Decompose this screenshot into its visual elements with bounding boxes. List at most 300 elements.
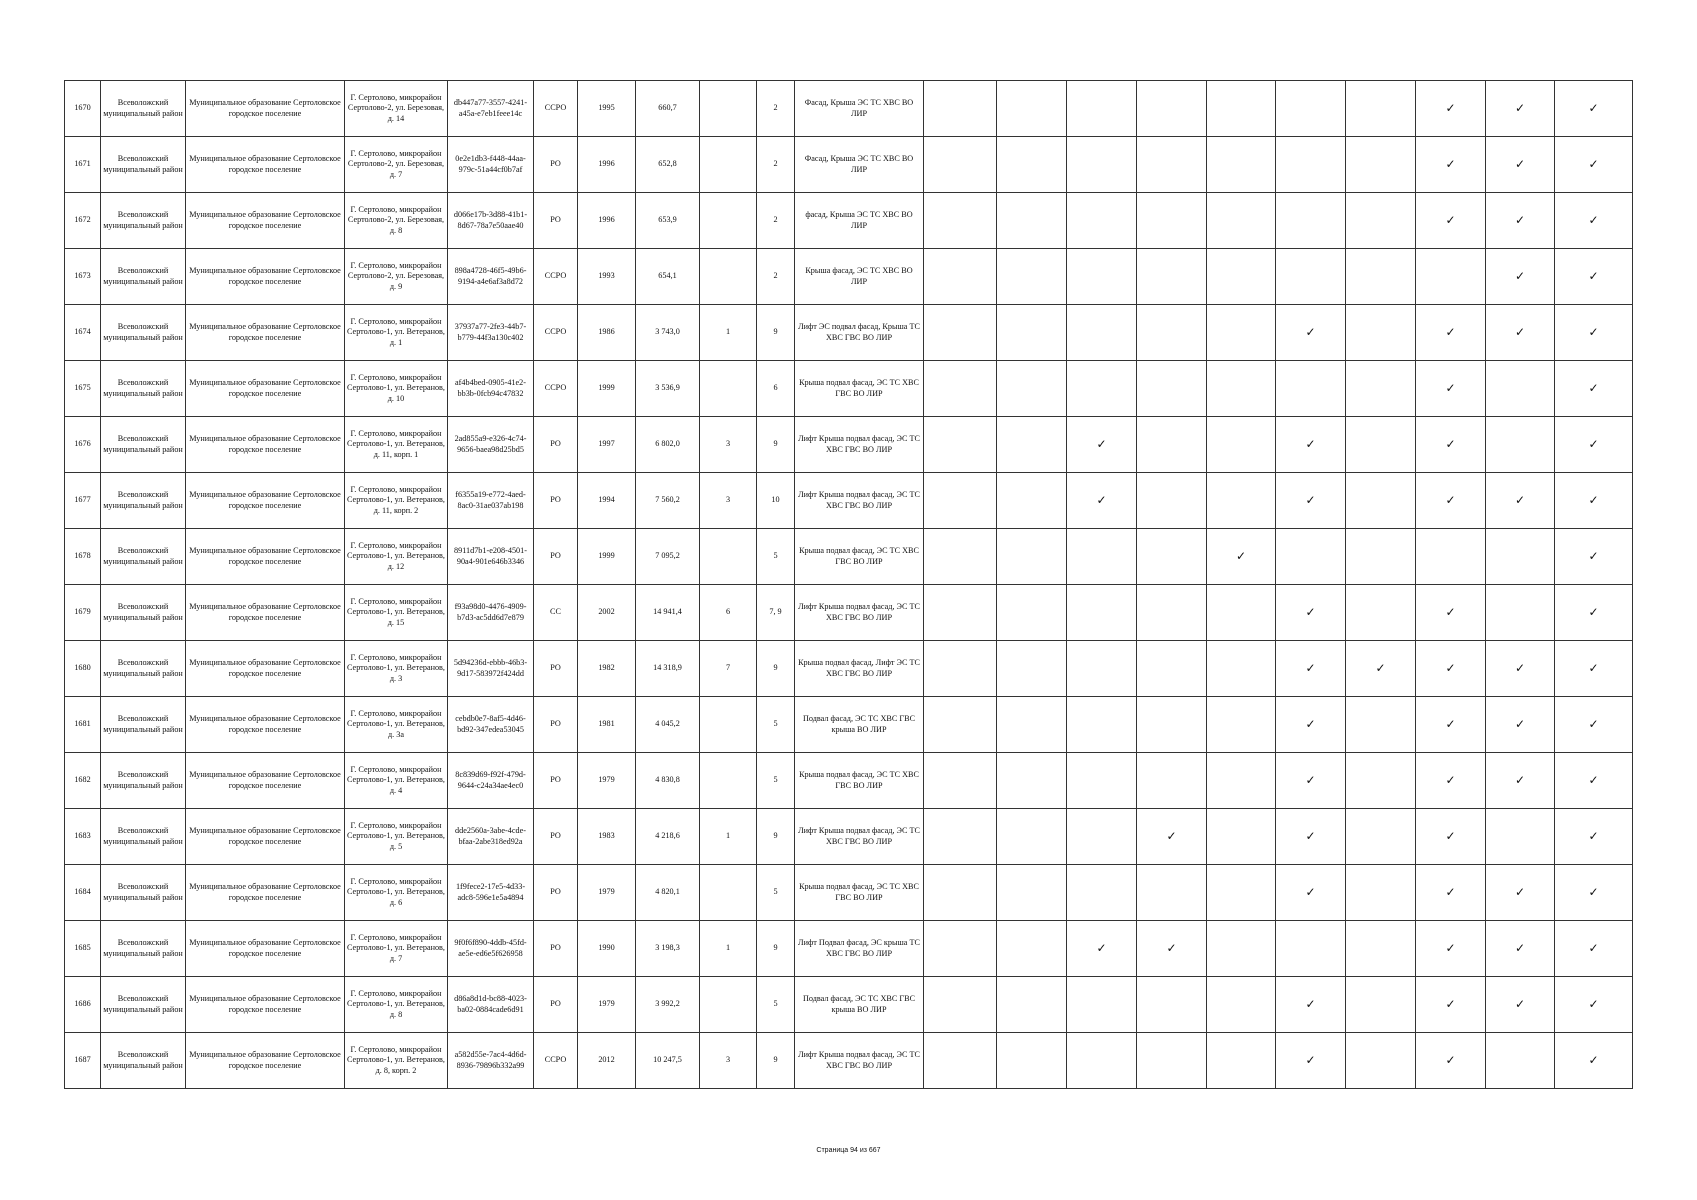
area-cell: 7 560,2 xyxy=(636,473,700,529)
municipality-cell: Муниципальное образование Сертоловское городское поселение xyxy=(186,417,345,473)
work-type-cell-4 xyxy=(1137,809,1207,865)
checkmark-icon: ✓ xyxy=(1445,940,1456,955)
work-type-cell-9 xyxy=(1486,1033,1555,1089)
work-type-cell-4 xyxy=(1137,305,1207,361)
checkmark-icon: ✓ xyxy=(1445,828,1456,843)
checkmark-icon: ✓ xyxy=(1445,996,1456,1011)
work-type-cell-5 xyxy=(1207,809,1276,865)
work-type-cell-2 xyxy=(997,249,1067,305)
guid-cell: d066e17b-3d88-41b1-8d67-78a7e50aae40 xyxy=(448,193,534,249)
work-type-cell-4 xyxy=(1137,585,1207,641)
work-type-cell-9 xyxy=(1486,193,1555,249)
work-type-cell-2 xyxy=(997,697,1067,753)
row-number-cell: 1672 xyxy=(65,193,101,249)
fund-form-cell: РО xyxy=(534,641,578,697)
table-row xyxy=(65,977,1633,1033)
checkmark-icon: ✓ xyxy=(1235,548,1247,563)
district-cell: Всеволожский муниципальный район xyxy=(101,361,186,417)
address-cell: Г. Сертолово, микрорайон Сертолово-1, ул. Ветеранов, д. 7 xyxy=(345,921,448,977)
work-type-cell-2 xyxy=(997,585,1067,641)
checkmark-icon: ✓ xyxy=(1588,436,1599,451)
checkmark-icon: ✓ xyxy=(1445,100,1456,115)
row-number-cell: 1674 xyxy=(65,305,101,361)
district-cell: Всеволожский муниципальный район xyxy=(101,305,186,361)
lifts-cell: 1 xyxy=(700,809,757,865)
works-cell: Лифт Крыша подвал фасад, ЭС ТС ХВС ГВС ВО ЛИР xyxy=(795,417,924,473)
area-cell: 14 941,4 xyxy=(636,585,700,641)
work-type-cell-4 xyxy=(1137,473,1207,529)
guid-cell: 2ad855a9-e326-4c74-9656-baea98d25bd5 xyxy=(448,417,534,473)
works-cell: Лифт Крыша подвал фасад, ЭС ТС ХВС ГВС ВО ЛИР xyxy=(795,473,924,529)
work-type-cell-2 xyxy=(997,417,1067,473)
work-type-cell-2 xyxy=(997,1033,1067,1089)
work-type-cell-6 xyxy=(1276,809,1346,865)
work-type-cell-8 xyxy=(1416,585,1486,641)
work-type-cell-9 xyxy=(1486,529,1555,585)
checkmark-icon: ✓ xyxy=(1375,660,1386,675)
work-type-cell-8 xyxy=(1416,417,1486,473)
municipality-cell: Муниципальное образование Сертоловское городское поселение xyxy=(186,753,345,809)
work-type-cell-6 xyxy=(1276,137,1346,193)
checkmark-icon: ✓ xyxy=(1514,940,1526,955)
lifts-cell: 1 xyxy=(700,305,757,361)
work-type-cell-6 xyxy=(1276,529,1346,585)
work-type-cell-5 xyxy=(1207,977,1276,1033)
work-type-cell-1 xyxy=(924,753,997,809)
year-cell: 1996 xyxy=(578,193,636,249)
guid-cell: 898a4728-46f5-49b6-9194-a4e6af3a8d72 xyxy=(448,249,534,305)
address-cell: Г. Сертолово, микрорайон Сертолово-1, ул. Ветеранов, д. 3а xyxy=(345,697,448,753)
work-type-cell-9 xyxy=(1486,809,1555,865)
work-type-cell-5 xyxy=(1207,921,1276,977)
lifts-cell xyxy=(700,697,757,753)
work-type-cell-10 xyxy=(1555,81,1633,137)
checkmark-icon: ✓ xyxy=(1514,324,1526,339)
checkmark-icon: ✓ xyxy=(1445,324,1456,339)
work-type-cell-8 xyxy=(1416,697,1486,753)
work-type-cell-4 xyxy=(1137,529,1207,585)
row-number-cell: 1685 xyxy=(65,921,101,977)
work-type-cell-5 xyxy=(1207,193,1276,249)
checkmark-icon: ✓ xyxy=(1445,212,1456,227)
work-type-cell-5 xyxy=(1207,529,1276,585)
work-type-cell-7 xyxy=(1346,361,1416,417)
municipality-cell: Муниципальное образование Сертоловское городское поселение xyxy=(186,249,345,305)
district-cell: Всеволожский муниципальный район xyxy=(101,585,186,641)
checkmark-icon: ✓ xyxy=(1514,212,1526,227)
table-row xyxy=(65,193,1633,249)
work-type-cell-7 xyxy=(1346,585,1416,641)
row-number-cell: 1673 xyxy=(65,249,101,305)
work-type-cell-1 xyxy=(924,81,997,137)
row-number-cell: 1681 xyxy=(65,697,101,753)
works-cell: Лифт Крыша подвал фасад, ЭС ТС ХВС ГВС ВО ЛИР xyxy=(795,809,924,865)
table-row xyxy=(65,361,1633,417)
work-type-cell-3 xyxy=(1067,641,1137,697)
checkmark-icon: ✓ xyxy=(1305,324,1316,339)
lifts-cell xyxy=(700,249,757,305)
floors-cell: 9 xyxy=(757,417,795,473)
year-cell: 1983 xyxy=(578,809,636,865)
checkmark-icon: ✓ xyxy=(1588,100,1599,115)
table-row xyxy=(65,81,1633,137)
checkmark-icon: ✓ xyxy=(1305,996,1316,1011)
works-cell: Лифт Крыша подвал фасад, ЭС ТС ХВС ГВС ВО ЛИР xyxy=(795,585,924,641)
row-number-cell: 1677 xyxy=(65,473,101,529)
area-cell: 3 536,9 xyxy=(636,361,700,417)
work-type-cell-5 xyxy=(1207,865,1276,921)
work-type-cell-10 xyxy=(1555,249,1633,305)
floors-cell: 9 xyxy=(757,641,795,697)
floors-cell: 6 xyxy=(757,361,795,417)
guid-cell: d86a8d1d-bc88-4023-ba02-0884cade6d91 xyxy=(448,977,534,1033)
guid-cell: f93a98d0-4476-4909-b7d3-ac5dd6d7e879 xyxy=(448,585,534,641)
works-cell: Подвал фасад, ЭС ТС ХВС ГВС крыша ВО ЛИР xyxy=(795,977,924,1033)
checkmark-icon: ✓ xyxy=(1445,604,1456,619)
lifts-cell: 3 xyxy=(700,473,757,529)
work-type-cell-8 xyxy=(1416,361,1486,417)
municipality-cell: Муниципальное образование Сертоловское городское поселение xyxy=(186,865,345,921)
work-type-cell-5 xyxy=(1207,697,1276,753)
lifts-cell xyxy=(700,865,757,921)
work-type-cell-8 xyxy=(1416,193,1486,249)
work-type-cell-4 xyxy=(1137,753,1207,809)
fund-form-cell: РО xyxy=(534,753,578,809)
district-cell: Всеволожский муниципальный район xyxy=(101,193,186,249)
work-type-cell-6 xyxy=(1276,921,1346,977)
table-body xyxy=(65,81,1633,1089)
work-type-cell-9 xyxy=(1486,697,1555,753)
lifts-cell xyxy=(700,529,757,585)
work-type-cell-2 xyxy=(997,305,1067,361)
lifts-cell: 3 xyxy=(700,1033,757,1089)
year-cell: 1993 xyxy=(578,249,636,305)
work-type-cell-9 xyxy=(1486,585,1555,641)
row-number-cell: 1684 xyxy=(65,865,101,921)
guid-cell: db447a77-3557-4241-a45a-e7eb1feee14c xyxy=(448,81,534,137)
address-cell: Г. Сертолово, микрорайон Сертолово-1, ул. Ветеранов, д. 3 xyxy=(345,641,448,697)
work-type-cell-6 xyxy=(1276,697,1346,753)
work-type-cell-9 xyxy=(1486,977,1555,1033)
work-type-cell-7 xyxy=(1346,809,1416,865)
year-cell: 1979 xyxy=(578,977,636,1033)
work-type-cell-8 xyxy=(1416,81,1486,137)
district-cell: Всеволожский муниципальный район xyxy=(101,473,186,529)
checkmark-icon: ✓ xyxy=(1588,604,1599,619)
work-type-cell-10 xyxy=(1555,1033,1633,1089)
guid-cell: dde2560a-3abe-4cde-bfaa-2abe318ed92a xyxy=(448,809,534,865)
work-type-cell-3 xyxy=(1067,137,1137,193)
table-row xyxy=(65,417,1633,473)
checkmark-icon: ✓ xyxy=(1514,100,1526,115)
work-type-cell-1 xyxy=(924,417,997,473)
work-type-cell-10 xyxy=(1555,977,1633,1033)
work-type-cell-9 xyxy=(1486,921,1555,977)
page-number: Страница 94 из 667 xyxy=(816,1147,881,1154)
address-cell: Г. Сертолово, микрорайон Сертолово-2, ул. Березовая, д. 9 xyxy=(345,249,448,305)
work-type-cell-10 xyxy=(1555,921,1633,977)
work-type-cell-5 xyxy=(1207,1033,1276,1089)
work-type-cell-2 xyxy=(997,641,1067,697)
address-cell: Г. Сертолово, микрорайон Сертолово-1, ул. Ветеранов, д. 11, корп. 2 xyxy=(345,473,448,529)
work-type-cell-1 xyxy=(924,865,997,921)
checkmark-icon: ✓ xyxy=(1588,380,1599,395)
work-type-cell-3 xyxy=(1067,921,1137,977)
district-cell: Всеволожский муниципальный район xyxy=(101,249,186,305)
checkmark-icon: ✓ xyxy=(1445,884,1456,899)
work-type-cell-6 xyxy=(1276,641,1346,697)
work-type-cell-2 xyxy=(997,977,1067,1033)
floors-cell: 9 xyxy=(757,305,795,361)
work-type-cell-5 xyxy=(1207,417,1276,473)
work-type-cell-9 xyxy=(1486,137,1555,193)
checkmark-icon: ✓ xyxy=(1588,212,1599,227)
work-type-cell-8 xyxy=(1416,249,1486,305)
guid-cell: 8911d7b1-e208-4501-90a4-901e646b3346 xyxy=(448,529,534,585)
year-cell: 2012 xyxy=(578,1033,636,1089)
checkmark-icon: ✓ xyxy=(1166,940,1177,955)
row-number-cell: 1675 xyxy=(65,361,101,417)
checkmark-icon: ✓ xyxy=(1096,492,1107,507)
work-type-cell-7 xyxy=(1346,641,1416,697)
municipality-cell: Муниципальное образование Сертоловское городское поселение xyxy=(186,1033,345,1089)
work-type-cell-8 xyxy=(1416,473,1486,529)
checkmark-icon: ✓ xyxy=(1514,772,1526,787)
guid-cell: 9f0f6f890-4ddb-45fd-ae5e-ed6e5f626958 xyxy=(448,921,534,977)
row-number-cell: 1679 xyxy=(65,585,101,641)
address-cell: Г. Сертолово, микрорайон Сертолово-1, ул. Ветеранов, д. 4 xyxy=(345,753,448,809)
work-type-cell-3 xyxy=(1067,473,1137,529)
year-cell: 1979 xyxy=(578,753,636,809)
checkmark-icon: ✓ xyxy=(1445,772,1456,787)
work-type-cell-1 xyxy=(924,249,997,305)
area-cell: 3 992,2 xyxy=(636,977,700,1033)
row-number-cell: 1670 xyxy=(65,81,101,137)
work-type-cell-1 xyxy=(924,1033,997,1089)
year-cell: 1999 xyxy=(578,361,636,417)
table-row xyxy=(65,585,1633,641)
work-type-cell-10 xyxy=(1555,753,1633,809)
work-type-cell-10 xyxy=(1555,865,1633,921)
guid-cell: 37937a77-2fe3-44b7-b779-44f3a130c402 xyxy=(448,305,534,361)
work-type-cell-4 xyxy=(1137,641,1207,697)
work-type-cell-6 xyxy=(1276,585,1346,641)
lifts-cell: 3 xyxy=(700,417,757,473)
area-cell: 4 830,8 xyxy=(636,753,700,809)
work-type-cell-5 xyxy=(1207,305,1276,361)
district-cell: Всеволожский муниципальный район xyxy=(101,1033,186,1089)
area-cell: 3 743,0 xyxy=(636,305,700,361)
address-cell: Г. Сертолово, микрорайон Сертолово-1, ул. Ветеранов, д. 5 xyxy=(345,809,448,865)
work-type-cell-10 xyxy=(1555,305,1633,361)
work-type-cell-8 xyxy=(1416,809,1486,865)
housing-registry-table xyxy=(64,80,1633,1089)
work-type-cell-7 xyxy=(1346,137,1416,193)
works-cell: Крыша подвал фасад, ЭС ТС ХВС ГВС ВО ЛИР xyxy=(795,361,924,417)
checkmark-icon: ✓ xyxy=(1588,548,1599,563)
checkmark-icon: ✓ xyxy=(1588,1052,1599,1067)
work-type-cell-4 xyxy=(1137,921,1207,977)
checkmark-icon: ✓ xyxy=(1096,436,1107,451)
work-type-cell-4 xyxy=(1137,417,1207,473)
checkmark-icon: ✓ xyxy=(1445,380,1456,395)
year-cell: 1981 xyxy=(578,697,636,753)
fund-form-cell: РО xyxy=(534,977,578,1033)
floors-cell: 2 xyxy=(757,193,795,249)
works-cell: Фасад, Крыша ЭС ТС ХВС ВО ЛИР xyxy=(795,81,924,137)
work-type-cell-3 xyxy=(1067,753,1137,809)
fund-form-cell: ССРО xyxy=(534,305,578,361)
work-type-cell-6 xyxy=(1276,193,1346,249)
row-number-cell: 1671 xyxy=(65,137,101,193)
district-cell: Всеволожский муниципальный район xyxy=(101,697,186,753)
municipality-cell: Муниципальное образование Сертоловское городское поселение xyxy=(186,697,345,753)
checkmark-icon: ✓ xyxy=(1588,716,1599,731)
area-cell: 652,8 xyxy=(636,137,700,193)
work-type-cell-9 xyxy=(1486,361,1555,417)
work-type-cell-1 xyxy=(924,361,997,417)
fund-form-cell: РО xyxy=(534,137,578,193)
checkmark-icon: ✓ xyxy=(1588,324,1599,339)
address-cell: Г. Сертолово, микрорайон Сертолово-1, ул. Ветеранов, д. 12 xyxy=(345,529,448,585)
work-type-cell-9 xyxy=(1486,417,1555,473)
work-type-cell-1 xyxy=(924,641,997,697)
table-row xyxy=(65,305,1633,361)
work-type-cell-9 xyxy=(1486,865,1555,921)
area-cell: 7 095,2 xyxy=(636,529,700,585)
row-number-cell: 1678 xyxy=(65,529,101,585)
checkmark-icon: ✓ xyxy=(1305,772,1316,787)
municipality-cell: Муниципальное образование Сертоловское городское поселение xyxy=(186,529,345,585)
area-cell: 6 802,0 xyxy=(636,417,700,473)
work-type-cell-4 xyxy=(1137,865,1207,921)
work-type-cell-8 xyxy=(1416,529,1486,585)
fund-form-cell: РО xyxy=(534,865,578,921)
work-type-cell-2 xyxy=(997,137,1067,193)
work-type-cell-1 xyxy=(924,697,997,753)
row-number-cell: 1686 xyxy=(65,977,101,1033)
municipality-cell: Муниципальное образование Сертоловское городское поселение xyxy=(186,137,345,193)
work-type-cell-1 xyxy=(924,193,997,249)
work-type-cell-4 xyxy=(1137,1033,1207,1089)
area-cell: 4 218,6 xyxy=(636,809,700,865)
year-cell: 1995 xyxy=(578,81,636,137)
floors-cell: 5 xyxy=(757,529,795,585)
work-type-cell-2 xyxy=(997,921,1067,977)
table-row xyxy=(65,137,1633,193)
district-cell: Всеволожский муниципальный район xyxy=(101,921,186,977)
year-cell: 1982 xyxy=(578,641,636,697)
checkmark-icon: ✓ xyxy=(1514,156,1526,171)
address-cell: Г. Сертолово, микрорайон Сертолово-1, ул. Ветеранов, д. 6 xyxy=(345,865,448,921)
work-type-cell-6 xyxy=(1276,81,1346,137)
table-row xyxy=(65,753,1633,809)
work-type-cell-7 xyxy=(1346,529,1416,585)
work-type-cell-10 xyxy=(1555,473,1633,529)
work-type-cell-3 xyxy=(1067,977,1137,1033)
work-type-cell-7 xyxy=(1346,417,1416,473)
checkmark-icon: ✓ xyxy=(1305,716,1316,731)
work-type-cell-2 xyxy=(997,81,1067,137)
work-type-cell-3 xyxy=(1067,417,1137,473)
lifts-cell xyxy=(700,977,757,1033)
work-type-cell-8 xyxy=(1416,641,1486,697)
fund-form-cell: ССРО xyxy=(534,249,578,305)
fund-form-cell: РО xyxy=(534,921,578,977)
checkmark-icon: ✓ xyxy=(1445,436,1456,451)
work-type-cell-1 xyxy=(924,977,997,1033)
address-cell: Г. Сертолово, микрорайон Сертолово-2, ул. Березовая, д. 14 xyxy=(345,81,448,137)
works-cell: Лифт Крыша подвал фасад, ЭС ТС ХВС ГВС ВО ЛИР xyxy=(795,1033,924,1089)
area-cell: 654,1 xyxy=(636,249,700,305)
checkmark-icon: ✓ xyxy=(1305,492,1316,507)
lifts-cell xyxy=(700,193,757,249)
work-type-cell-4 xyxy=(1137,137,1207,193)
table-row xyxy=(65,865,1633,921)
works-cell: Крыша подвал фасад, ЭС ТС ХВС ГВС ВО ЛИР xyxy=(795,529,924,585)
work-type-cell-1 xyxy=(924,473,997,529)
work-type-cell-7 xyxy=(1346,193,1416,249)
fund-form-cell: РО xyxy=(534,417,578,473)
municipality-cell: Муниципальное образование Сертоловское городское поселение xyxy=(186,921,345,977)
table-row xyxy=(65,921,1633,977)
work-type-cell-10 xyxy=(1555,361,1633,417)
floors-cell: 9 xyxy=(757,921,795,977)
works-cell: Фасад, Крыша ЭС ТС ХВС ВО ЛИР xyxy=(795,137,924,193)
work-type-cell-4 xyxy=(1137,977,1207,1033)
municipality-cell: Муниципальное образование Сертоловское городское поселение xyxy=(186,809,345,865)
work-type-cell-1 xyxy=(924,137,997,193)
fund-form-cell: СС xyxy=(534,585,578,641)
checkmark-icon: ✓ xyxy=(1445,660,1456,675)
work-type-cell-10 xyxy=(1555,417,1633,473)
work-type-cell-3 xyxy=(1067,697,1137,753)
checkmark-icon: ✓ xyxy=(1588,156,1599,171)
fund-form-cell: РО xyxy=(534,193,578,249)
work-type-cell-7 xyxy=(1346,921,1416,977)
area-cell: 660,7 xyxy=(636,81,700,137)
work-type-cell-1 xyxy=(924,921,997,977)
municipality-cell: Муниципальное образование Сертоловское городское поселение xyxy=(186,305,345,361)
address-cell: Г. Сертолово, микрорайон Сертолово-1, ул. Ветеранов, д. 15 xyxy=(345,585,448,641)
floors-cell: 9 xyxy=(757,809,795,865)
checkmark-icon: ✓ xyxy=(1514,884,1526,899)
work-type-cell-2 xyxy=(997,809,1067,865)
work-type-cell-2 xyxy=(997,865,1067,921)
row-number-cell: 1683 xyxy=(65,809,101,865)
work-type-cell-1 xyxy=(924,305,997,361)
year-cell: 1990 xyxy=(578,921,636,977)
work-type-cell-6 xyxy=(1276,361,1346,417)
work-type-cell-3 xyxy=(1067,1033,1137,1089)
checkmark-icon: ✓ xyxy=(1166,828,1177,843)
checkmark-icon: ✓ xyxy=(1588,772,1599,787)
lifts-cell xyxy=(700,753,757,809)
checkmark-icon: ✓ xyxy=(1588,492,1599,507)
work-type-cell-7 xyxy=(1346,249,1416,305)
address-cell: Г. Сертолово, микрорайон Сертолово-2, ул. Березовая, д. 8 xyxy=(345,193,448,249)
floors-cell: 5 xyxy=(757,753,795,809)
checkmark-icon: ✓ xyxy=(1588,828,1599,843)
address-cell: Г. Сертолово, микрорайон Сертолово-1, ул. Ветеранов, д. 10 xyxy=(345,361,448,417)
district-cell: Всеволожский муниципальный район xyxy=(101,529,186,585)
checkmark-icon: ✓ xyxy=(1305,884,1316,899)
work-type-cell-10 xyxy=(1555,809,1633,865)
work-type-cell-7 xyxy=(1346,697,1416,753)
table-row xyxy=(65,809,1633,865)
area-cell: 10 247,5 xyxy=(636,1033,700,1089)
work-type-cell-9 xyxy=(1486,473,1555,529)
